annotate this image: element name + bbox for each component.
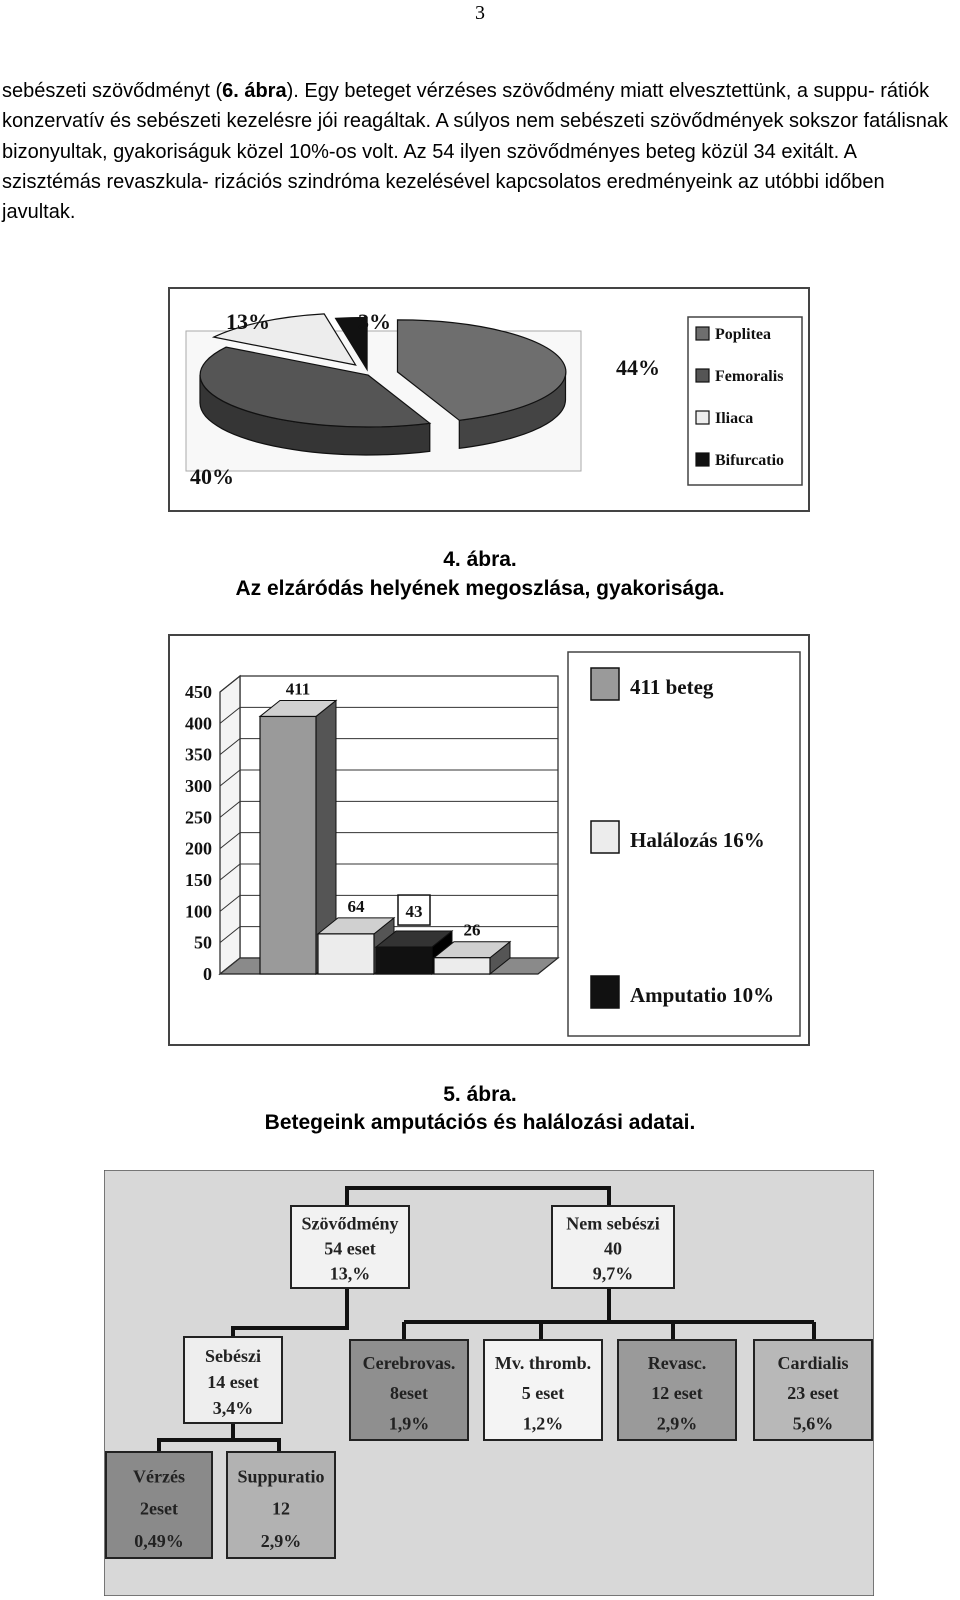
- figure-reference: 6. ábra: [222, 80, 287, 102]
- pie-legend-swatch-bifurcatio: [696, 453, 709, 466]
- box-mv-thromb-line2: 5 eset: [521, 1383, 565, 1404]
- pie-label-iliaca: 13%: [226, 309, 270, 334]
- pie-legend-swatch-femoralis: [696, 369, 709, 382]
- bar-legend-swatch-411-beteg: [591, 668, 619, 700]
- box-sebeszi-line2: 14 eset: [207, 1371, 259, 1392]
- y-tick-200: 200: [185, 838, 212, 859]
- box-nem-sebeszi-line2: 40: [604, 1238, 622, 1259]
- box-suppuratio-line2: 12: [272, 1498, 290, 1519]
- bar-legend-swatch-amputatio-10: [591, 976, 619, 1008]
- figure-5-number: 5. ábra.: [443, 1083, 517, 1106]
- box-verzes-line1: Vérzés: [133, 1466, 185, 1487]
- y-tick-0: 0: [203, 964, 212, 984]
- box-cerebrovas-line1: Cerebrovas.: [362, 1352, 456, 1373]
- box-sebeszi-line1: Sebészi: [205, 1345, 261, 1366]
- box-sebeszi: [184, 1337, 282, 1423]
- bar-legend-halalozas-16: Halálozás 16%: [630, 828, 765, 852]
- box-verzes-line2: 2eset: [140, 1498, 178, 1519]
- box-suppuratio: [227, 1452, 335, 1558]
- box-nem-sebeszi: [552, 1206, 674, 1288]
- pie-label-bifurcatio: 3%: [358, 309, 391, 334]
- box-cardialis: [754, 1340, 872, 1440]
- pie-legend-poplitea: Poplitea: [715, 326, 771, 343]
- box-szovodmeny-line2: 54 eset: [324, 1238, 376, 1259]
- figure-5-caption: Betegeink amputációs és halálozási adatai.: [264, 1111, 696, 1134]
- box-revasc-line1: Revasc.: [647, 1352, 707, 1373]
- bar-legend-411-beteg: 411 beteg: [630, 675, 714, 699]
- bar-legend-swatch-halalozas-16: [591, 821, 619, 853]
- bar-label-3: 26: [463, 920, 481, 940]
- box-nem-sebeszi-line3: 9,7%: [592, 1263, 634, 1284]
- pie-label-femoralis: 40%: [190, 464, 234, 489]
- pie-legend-iliaca: Iliaca: [715, 410, 754, 427]
- box-sebeszi-line3: 3,4%: [212, 1397, 254, 1418]
- box-revasc-line3: 2,9%: [656, 1413, 698, 1434]
- y-tick-350: 350: [185, 744, 212, 765]
- box-cerebrovas: [350, 1340, 468, 1440]
- pie-legend-femoralis: Femoralis: [715, 368, 784, 385]
- box-cardialis-line2: 23 eset: [787, 1383, 839, 1404]
- pie-legend-swatch-iliaca: [696, 411, 709, 424]
- bar-label-0: 411: [285, 679, 311, 699]
- figure-4-pie-chart: [168, 287, 810, 512]
- box-mv-thromb: [484, 1340, 602, 1440]
- pie-label-poplitea: 44%: [616, 355, 660, 380]
- box-mv-thromb-line3: 1,2%: [522, 1413, 564, 1434]
- figure-4-caption: Az elzáródás helyének megoszlása, gyakorisága.: [235, 577, 725, 600]
- box-cerebrovas-line2: 8eset: [390, 1383, 428, 1404]
- box-mv-thromb-line1: Mv. thromb.: [494, 1352, 592, 1373]
- bar-411-beteg-0: [260, 716, 316, 974]
- box-cerebrovas-line3: 1,9%: [388, 1413, 430, 1434]
- pie-legend-bifurcatio: Bifurcatio: [715, 452, 785, 469]
- body-paragraph: [2, 76, 960, 227]
- bar-halalozas-16-3: [434, 958, 490, 974]
- box-suppuratio-line3: 2,9%: [260, 1530, 302, 1551]
- bar-label-1: 64: [347, 896, 365, 916]
- box-szovodmeny: [291, 1206, 409, 1288]
- box-verzes: [106, 1452, 212, 1558]
- bar-amputatio-10-2: [376, 947, 432, 974]
- box-verzes-line3: 0,49%: [134, 1530, 184, 1551]
- y-tick-50: 50: [194, 932, 212, 953]
- page-number: 3: [475, 2, 485, 24]
- y-tick-150: 150: [185, 870, 212, 890]
- bar-legend-amputatio-10: Amputatio 10%: [630, 983, 775, 1007]
- y-tick-400: 400: [185, 713, 212, 734]
- bar-label-2: 43: [405, 902, 423, 922]
- pie-legend-swatch-poplitea: [696, 327, 709, 340]
- figure-6-complication-diagram: [104, 1170, 874, 1596]
- y-tick-250: 250: [185, 807, 212, 828]
- bar-halalozas-16-1: [318, 934, 374, 974]
- box-suppuratio-line1: Suppuratio: [237, 1466, 325, 1487]
- box-nem-sebeszi-line1: Nem sebészi: [566, 1213, 660, 1234]
- y-tick-300: 300: [185, 776, 212, 796]
- box-cardialis-line1: Cardialis: [777, 1352, 849, 1373]
- box-szovodmeny-line3: 13,%: [329, 1263, 371, 1284]
- paragraph-text-start: sebészeti szövődményt (: [2, 80, 223, 102]
- paragraph-text-rest: ). Egy beteget vérzéses szövődmény miatt elvesztettünk, a suppu- rátiók konzervatív és sebészeti kezelésre jói reagáltak. A súlyos nem sebészeti szövődmények sokszor fatálisnak bizonyultak, gyakoriságuk közel 10%-os volt. Az 54 ilyen szövődményes beteg közül 34 exitált. A szisztémás revaszkula- rizációs szindróma kezelésével kapcsolatos eredményeink az utóbbi időben javultak.: [2, 80, 949, 224]
- box-szovodmeny-line1: Szövődmény: [301, 1213, 399, 1234]
- box-cardialis-line3: 5,6%: [792, 1413, 834, 1434]
- figure-5-bar-chart: [168, 634, 810, 1046]
- box-revasc-line2: 12 eset: [651, 1383, 703, 1404]
- y-tick-450: 450: [185, 682, 212, 702]
- box-revasc: [618, 1340, 736, 1440]
- y-tick-100: 100: [185, 901, 212, 922]
- figure-4-number: 4. ábra.: [443, 548, 517, 571]
